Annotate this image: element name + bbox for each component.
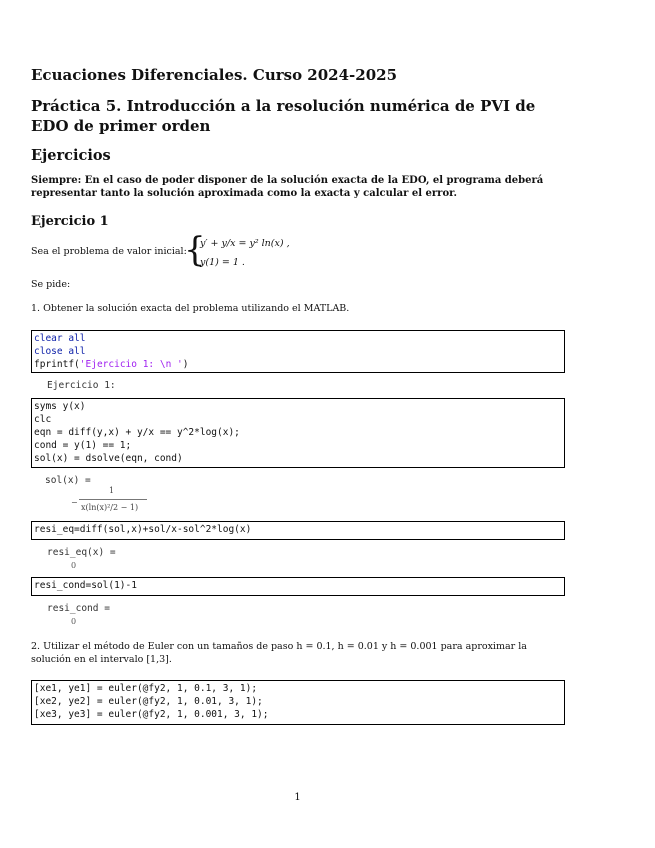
code-line: clc <box>34 414 52 425</box>
fraction-denominator: x(ln(x)²/2 − 1) <box>81 503 139 512</box>
code-line: resi_cond=sol(1)-1 <box>34 580 137 591</box>
code-line: cond = y(1) == 1; <box>34 440 132 451</box>
code-line: syms y(x) <box>34 401 86 412</box>
item-2: 2. Utilizar el método de Euler con un tamaños de paso h = 0.1, h = 0.01 y h = 0.001 para aproximar la solución en el intervalo [1,3]. <box>31 641 527 665</box>
exercise-title: Ejercicio 1 <box>31 214 109 229</box>
section-title: Ejercicios <box>31 147 111 164</box>
output-1: Ejercicio 1: <box>47 380 116 391</box>
code-block-1: clear all close all fprintf('Ejercicio 1: \n ') <box>31 330 565 373</box>
output-resi-eq-label: resi_eq(x) = <box>47 547 116 558</box>
se-pide: Se pide: <box>31 279 71 290</box>
code-line: resi_eq=diff(sol,x)+sol/x-sol^2*log(x) <box>34 524 252 535</box>
fraction-numerator: 1 <box>109 486 115 495</box>
course-title: Ecuaciones Diferenciales. Curso 2024-2025 <box>31 66 398 84</box>
initial-value-problem <box>31 230 567 270</box>
code-line: ) <box>182 359 189 370</box>
ivp-condition: y(1) = 1 . <box>200 257 245 268</box>
code-line: [xe1, ye1] = euler(@fy2, 1, 0.1, 3, 1); <box>34 683 258 694</box>
code-line: [xe3, ye3] = euler(@fy2, 1, 0.001, 3, 1); <box>34 709 269 720</box>
output-resi-cond-label: resi_cond = <box>47 603 110 614</box>
code-fn: fprintf <box>34 359 75 370</box>
ivp-label: Sea el problema de valor inicial: <box>31 246 187 257</box>
code-line: eqn = diff(y,x) + y/x == y^2*log(x); <box>34 427 240 438</box>
page-number: 1 <box>294 792 301 803</box>
output-sol-fraction: − 1 x(ln(x)²/2 − 1) <box>71 485 191 521</box>
instruction-note: Siempre: En el caso de poder disponer de la solución exacta de la EDO, el programa deberá representar tanto la solución aproximada como la exacta y calcular el error. <box>31 175 544 199</box>
brace-symbol: { <box>184 230 206 270</box>
item-1: 1. Obtener la solución exacta del problema utilizando el MATLAB. <box>31 303 350 314</box>
code-block-5 <box>31 680 565 725</box>
code-line: sol(x) = dsolve(eqn, cond) <box>34 453 183 464</box>
output-resi-cond-value: 0 <box>71 617 77 626</box>
code-block-2 <box>31 398 565 468</box>
code-line: [xe2, ye2] = euler(@fy2, 1, 0.01, 3, 1); <box>34 696 263 707</box>
practice-title: Práctica 5. Introducción a la resolución numérica de PVI de EDO de primer orden <box>31 97 536 135</box>
code-line: close all <box>34 346 86 357</box>
code-block-4 <box>31 577 565 596</box>
output-resi-eq-value: 0 <box>71 561 77 570</box>
code-block-3 <box>31 521 565 540</box>
code-line: clear all <box>34 333 86 344</box>
output-sol-label: sol(x) = <box>45 475 91 486</box>
ivp-equation: y′ + y/x = y² ln(x) , <box>200 238 290 249</box>
code-string: 'Ejercicio 1: \n ' <box>79 359 183 370</box>
